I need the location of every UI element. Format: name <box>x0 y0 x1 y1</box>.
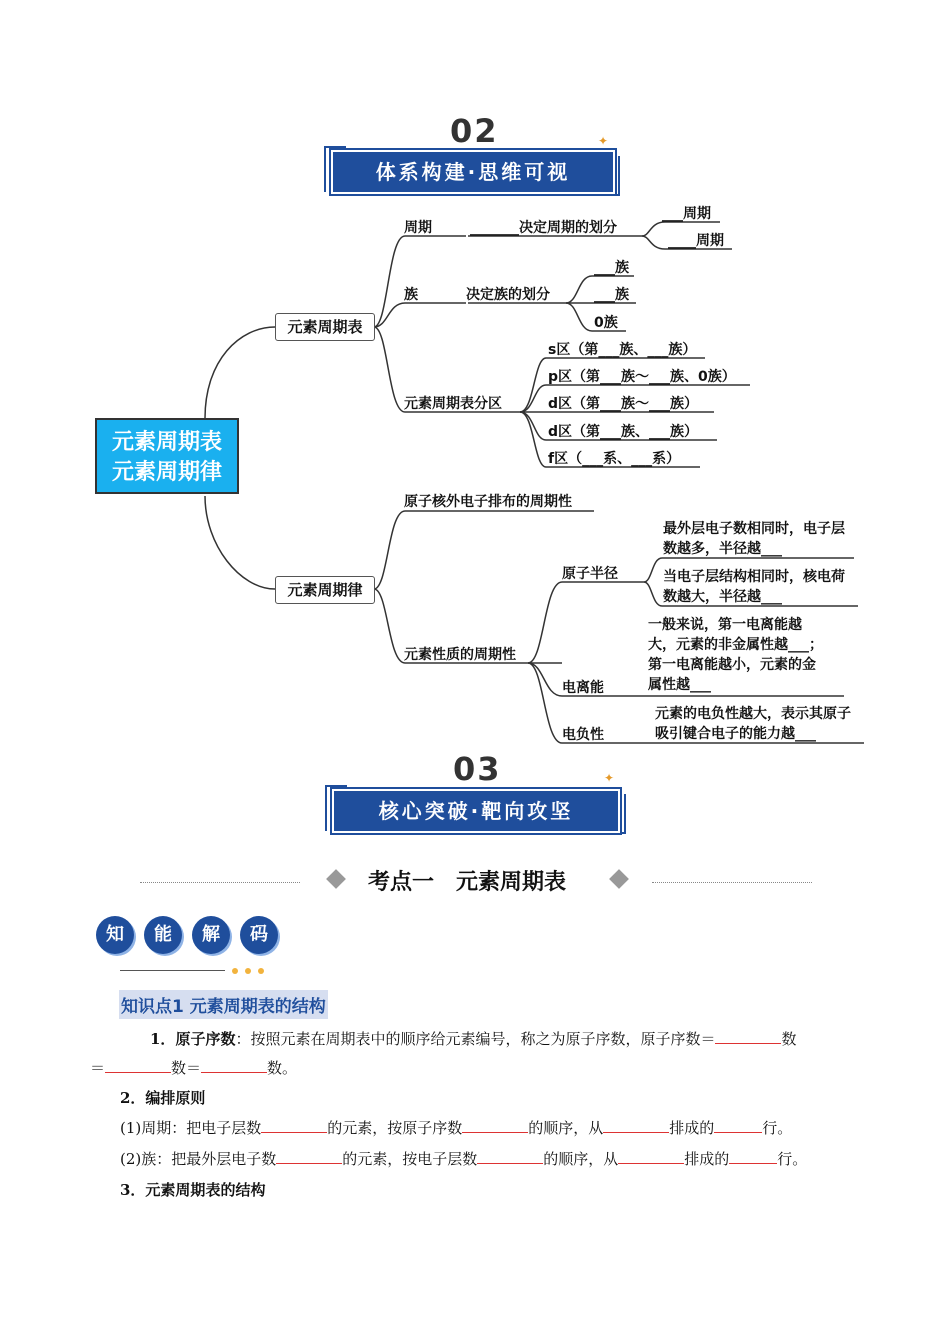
root-line2: 元素周期律 <box>111 460 222 485</box>
p1-bold: 原子序数 <box>175 1030 236 1048</box>
para-5: 3．元素周期表的结构 <box>120 1181 266 1199</box>
blank <box>462 1118 528 1133</box>
diamond-icon <box>609 869 629 889</box>
diamond-icon <box>326 869 346 889</box>
sparkle-icon: ✦ <box>604 771 615 785</box>
dot-icon <box>232 968 238 974</box>
p3-c: 的顺序，从 <box>528 1119 604 1137</box>
section-02-number: 02 <box>450 112 499 150</box>
sparkle-icon: ✦ <box>598 134 609 148</box>
blank <box>276 1149 342 1164</box>
para-2: 2．编排原则 <box>120 1089 206 1107</box>
section-03-number: 03 <box>453 750 502 788</box>
section-02-banner: 体系构建·思维可视 <box>331 150 615 194</box>
badge-zhi: 知 <box>96 916 134 954</box>
node-periodic-table: 元素周期表 <box>275 313 375 341</box>
p4-c: 的顺序，从 <box>543 1150 619 1168</box>
dot-icon <box>245 968 251 974</box>
label-ionization: 电离能 <box>562 680 604 696</box>
p1b-b: 数＝ <box>171 1059 202 1077</box>
para-1 <box>150 1028 796 1050</box>
p4-a: (2)族：把最外层电子数 <box>120 1150 277 1168</box>
p3-a: (1)周期：把电子层数 <box>120 1119 262 1137</box>
para-1b <box>90 1057 297 1079</box>
blank <box>477 1149 543 1164</box>
root-line1: 元素周期表 <box>111 430 222 455</box>
blank <box>729 1149 777 1164</box>
badge-neng: 能 <box>144 916 182 954</box>
p4-d: 排成的 <box>684 1150 730 1168</box>
divider-right <box>652 882 812 883</box>
label-group-decides: 决定族的划分 <box>466 287 550 303</box>
divider-left <box>140 882 300 883</box>
p1b-c: 数。 <box>267 1059 298 1077</box>
label-ionization-text: 一般来说，第一电离能越大，元素的非金属性越___；第一电离能越小，元素的金属性越___ <box>648 617 823 693</box>
label-zone-p: p区（第___族～___族、0族） <box>548 369 736 385</box>
label-property: 元素性质的周期性 <box>404 647 516 663</box>
node-periodic-law: 元素周期律 <box>275 576 375 604</box>
kaodian-title: 考点一 元素周期表 <box>368 870 567 895</box>
p3-d: 排成的 <box>669 1119 715 1137</box>
label-period-sub1: ___周期 <box>662 206 711 222</box>
para-4 <box>120 1148 807 1170</box>
knowledge-point-title: 知识点1 元素周期表的结构 <box>119 990 328 1019</box>
mindmap-root <box>95 418 239 494</box>
label-zone-s: s区（第___族、___族） <box>548 342 697 358</box>
p4-b: 的元素，按电子层数 <box>342 1150 478 1168</box>
label-period-decides: _______决定周期的划分 <box>470 220 617 236</box>
p1-end: 数 <box>781 1030 797 1048</box>
label-group-sub1: ___族 <box>594 260 629 276</box>
label-group-sub2: ___族 <box>594 287 629 303</box>
label-radius: 原子半径 <box>562 566 618 582</box>
label-period: 周期 <box>404 220 432 236</box>
label-group: 族 <box>404 287 418 303</box>
p1-text: ：按照元素在周期表中的顺序给元素编号，称之为原子序数，原子序数＝ <box>235 1030 716 1048</box>
blank <box>201 1058 267 1073</box>
label-zone-ds: d区（第___族、___族） <box>548 424 699 440</box>
label-electron: 原子核外电子排布的周期性 <box>404 494 572 510</box>
p1-num: 1． <box>150 1030 176 1048</box>
para-3 <box>120 1117 792 1139</box>
blank <box>105 1058 171 1073</box>
blank <box>618 1149 684 1164</box>
p3-b: 的元素，按原子序数 <box>327 1119 463 1137</box>
label-zone-f: f区（___系、___系） <box>548 451 681 467</box>
label-radius-b: 当电子层结构相同时，核电荷数越大，半径越___ <box>663 569 845 605</box>
blank <box>603 1118 669 1133</box>
section-03-banner: 核心突破·靶向攻坚 <box>332 789 620 833</box>
label-zone-d: d区（第___族～___族） <box>548 396 699 412</box>
label-zones: 元素周期表分区 <box>404 396 502 412</box>
label-electroneg-text: 元素的电负性越大，表示其原子吸引键合电子的能力越___ <box>655 706 851 742</box>
blank <box>715 1029 781 1044</box>
p4-e: 行。 <box>777 1150 808 1168</box>
dot-icon <box>258 968 264 974</box>
badge-underline <box>120 970 225 971</box>
p3-e: 行。 <box>762 1119 793 1137</box>
p1b-a: ＝ <box>90 1059 106 1077</box>
badge-ma: 码 <box>240 916 278 954</box>
blank <box>261 1118 327 1133</box>
badge-jie: 解 <box>192 916 230 954</box>
label-electroneg: 电负性 <box>562 727 604 743</box>
label-period-sub2: ____周期 <box>668 233 724 249</box>
label-radius-a: 最外层电子数相同时，电子层数越多，半径越___ <box>663 521 845 557</box>
label-group-sub3: 0族 <box>594 315 618 331</box>
blank <box>714 1118 762 1133</box>
